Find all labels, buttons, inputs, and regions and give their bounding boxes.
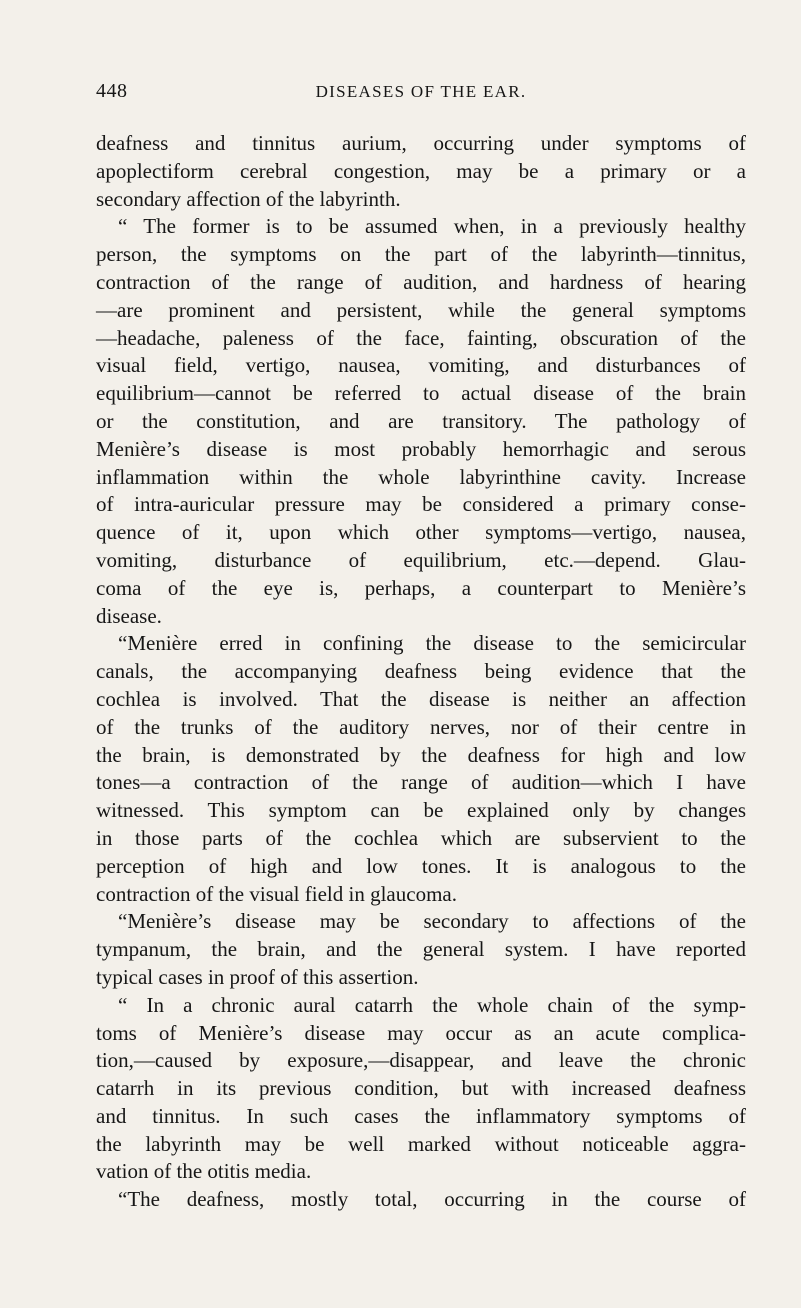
text-line: “Menière’s disease may be secondary to affections of the <box>118 909 746 934</box>
text-line: catarrh in its previous condition, but with increased deafness <box>96 1076 746 1101</box>
text-line: cochlea is involved. That the disease is neither an affection <box>96 686 746 711</box>
text-line: the brain, is demonstrated by the deafness for high and low <box>96 742 746 767</box>
text-line: “The deafness, mostly total, occurring in the course of <box>118 1187 746 1212</box>
text-line: —are prominent and persistent, while the general symptoms <box>96 297 746 322</box>
text-line: toms of Menière’s disease may occur as an acute complica- <box>96 1020 746 1045</box>
text-line: equilibrium—cannot be referred to actual disease of the brain <box>96 381 746 406</box>
text-line: deafness and tinnitus aurium, occurring under symptoms of <box>96 131 746 155</box>
text-line: the labyrinth may be well marked without noticeable aggra- <box>96 1131 746 1156</box>
text-line: quence of it, upon which other symptoms—vertigo, nausea, <box>96 520 746 545</box>
text-line: typical cases in proof of this assertion. <box>96 964 419 989</box>
running-head <box>96 80 746 116</box>
text-line: tion,—caused by exposure,—disappear, and leave the chronic <box>96 1048 746 1073</box>
text-line: witnessed. This symptom can be explained only by changes <box>96 798 746 823</box>
text-line: coma of the eye is, perhaps, a counterpart to Menière’s <box>96 575 746 600</box>
text-line: “ The former is to be assumed when, in a previously healthy <box>118 214 746 239</box>
text-line: “ In a chronic aural catarrh the whole chain of the symp- <box>118 992 746 1017</box>
text-line: Menière’s disease is most probably hemorrhagic and serous <box>96 436 746 461</box>
text-line: inflammation within the whole labyrinthine cavity. Increase <box>96 464 746 489</box>
running-title: DISEASES OF THE EAR. <box>315 82 527 101</box>
page-number: 448 <box>96 80 128 102</box>
text-line: in those parts of the cochlea which are subservient to the <box>96 825 746 850</box>
text-line: canals, the accompanying deafness being evidence that the <box>96 659 746 684</box>
text-line: visual field, vertigo, nausea, vomiting, and disturbances of <box>96 353 746 378</box>
text-line: tympanum, the brain, and the general system. I have reported <box>96 937 746 962</box>
text-line: disease. <box>96 603 162 628</box>
text-line: —headache, paleness of the face, fainting, obscuration of the <box>96 325 746 350</box>
text-line: “Menière erred in confining the disease to the semicircular <box>118 631 746 656</box>
text-line: perception of high and low tones. It is analogous to the <box>96 853 746 878</box>
text-line: and tinnitus. In such cases the inflammatory symptoms of <box>96 1103 746 1128</box>
text-line: of intra-auricular pressure may be considered a primary conse- <box>96 492 746 517</box>
text-line: person, the symptoms on the part of the labyrinth—tinnitus, <box>96 242 746 267</box>
text-line: secondary affection of the labyrinth. <box>96 186 401 211</box>
text-line: tones—a contraction of the range of audition—which I have <box>96 770 746 795</box>
text-line: vation of the otitis media. <box>96 1159 312 1184</box>
text-line: apoplectiform cerebral congestion, may be a primary or a <box>96 158 746 183</box>
text-line: of the trunks of the auditory nerves, nor of their centre in <box>96 714 746 739</box>
body-text <box>96 130 746 1214</box>
text-line: or the constitution, and are transitory. The pathology of <box>96 408 746 433</box>
text-line: contraction of the visual field in glaucoma. <box>96 881 457 906</box>
text-line: vomiting, disturbance of equilibrium, etc.—depend. Glau- <box>96 547 746 572</box>
text-line: contraction of the range of audition, and hardness of hearing <box>96 269 746 294</box>
